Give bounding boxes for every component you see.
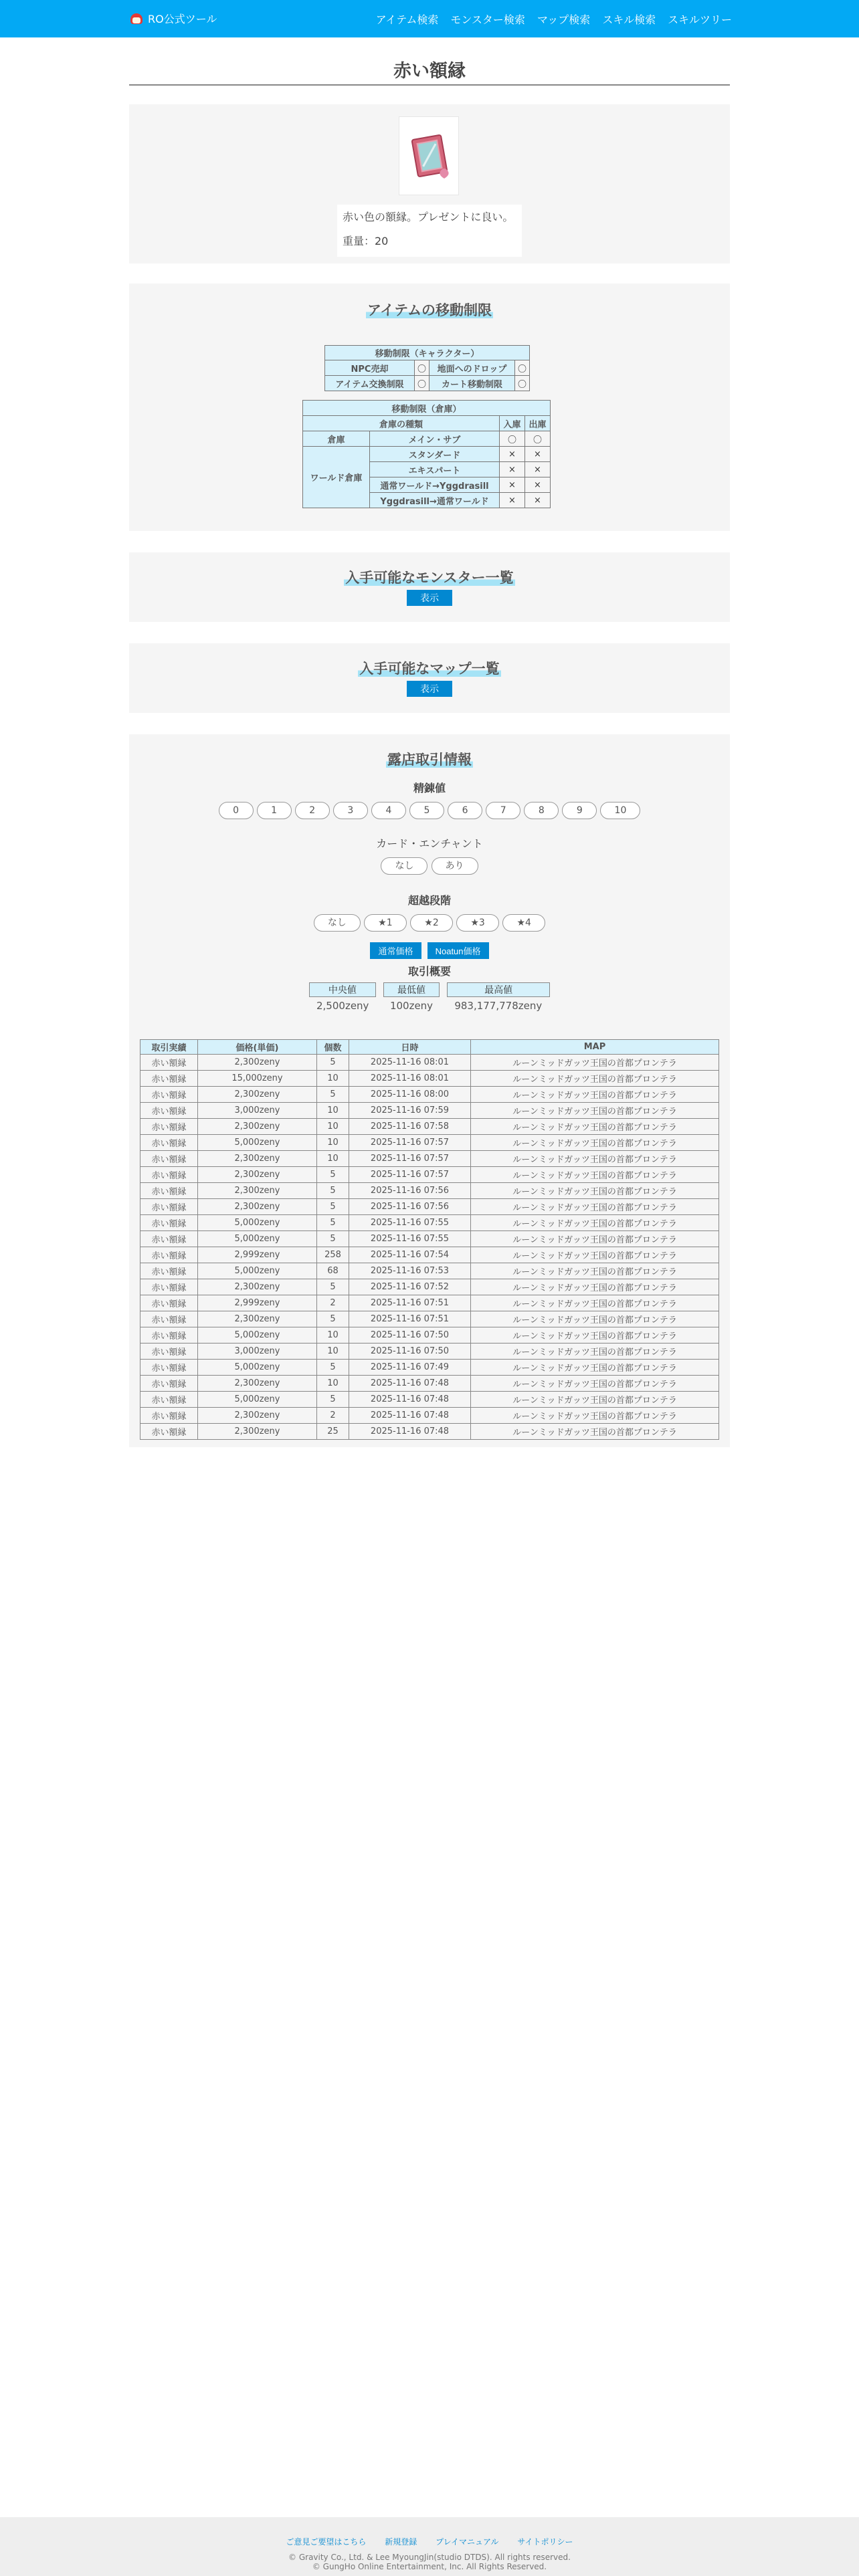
- row-qty: 2: [317, 1408, 349, 1424]
- table-row: [140, 1392, 719, 1408]
- world-row-in: ×: [500, 493, 525, 508]
- row-datetime: 2025-11-16 07:55: [349, 1231, 471, 1247]
- row-qty: 2: [317, 1295, 349, 1311]
- row-qty: 10: [317, 1151, 349, 1167]
- row-datetime: 2025-11-16 07:48: [349, 1424, 471, 1440]
- table-row: [140, 1247, 719, 1263]
- row-datetime: 2025-11-16 08:01: [349, 1071, 471, 1087]
- nav-monster-search[interactable]: モンスター検索: [450, 13, 525, 26]
- card-option-some[interactable]: あり: [432, 857, 478, 875]
- row-item: 赤い額縁: [140, 1167, 198, 1183]
- red-frame-icon: [399, 117, 460, 196]
- world-row-in: ×: [500, 477, 525, 493]
- row-price: 2,300zeny: [198, 1199, 317, 1215]
- row-price: 5,000zeny: [198, 1215, 317, 1231]
- table-row: [140, 1408, 719, 1424]
- register-link[interactable]: 新規登録: [385, 2537, 417, 2547]
- row-qty: 68: [317, 1263, 349, 1279]
- row-datetime: 2025-11-16 07:55: [349, 1215, 471, 1231]
- row-item: 赤い額縁: [140, 1055, 198, 1071]
- storage-group-label: 倉庫: [303, 431, 370, 447]
- brand-label: RO公式ツール: [148, 13, 217, 25]
- row-item: 赤い額縁: [140, 1231, 198, 1247]
- npc-sell-label: NPC売却: [325, 360, 415, 376]
- grade-option[interactable]: ★3: [456, 914, 499, 932]
- row-item: 赤い額縁: [140, 1424, 198, 1440]
- row-price: 2,300zeny: [198, 1183, 317, 1199]
- move-restriction-panel: [129, 284, 730, 531]
- world-row-out: ×: [525, 462, 551, 477]
- table-row: [140, 1151, 719, 1167]
- summary-headers: [129, 982, 730, 997]
- row-item: 赤い額縁: [140, 1376, 198, 1392]
- row-item: 赤い額縁: [140, 1199, 198, 1215]
- row-map: ルーンミッドガッツ王国の首都プロンテラ: [471, 1392, 719, 1408]
- noatun-price-button[interactable]: Noatun価格: [427, 942, 489, 959]
- row-item: 赤い額縁: [140, 1360, 198, 1376]
- row-item: 赤い額縁: [140, 1071, 198, 1087]
- refine-option[interactable]: 8: [524, 802, 559, 819]
- table-row: [140, 1360, 719, 1376]
- row-price: 2,300zeny: [198, 1119, 317, 1135]
- show-monsters-button[interactable]: 表示: [407, 590, 452, 606]
- row-price: 5,000zeny: [198, 1263, 317, 1279]
- feedback-link[interactable]: ご意見ご要望はこちら: [286, 2537, 367, 2547]
- row-price: 2,300zeny: [198, 1424, 317, 1440]
- row-datetime: 2025-11-16 07:49: [349, 1360, 471, 1376]
- table-row: [140, 1103, 719, 1119]
- row-qty: 10: [317, 1103, 349, 1119]
- char-restriction-header: 移動制限（キャラクター）: [325, 346, 530, 360]
- copyright-line: © Gravity Co., Ltd. & Lee MyoungJin(studio DTDS). All rights reserved.: [288, 2553, 571, 2562]
- row-datetime: 2025-11-16 07:58: [349, 1119, 471, 1135]
- cart-limit-value: 〇: [515, 376, 530, 391]
- brand-link[interactable]: [129, 11, 217, 26]
- row-datetime: 2025-11-16 07:53: [349, 1263, 471, 1279]
- table-row: [140, 1055, 719, 1071]
- summary-label: 取引概要: [407, 965, 451, 978]
- storage-row-name: メイン・サブ: [370, 431, 500, 447]
- row-datetime: 2025-11-16 07:57: [349, 1135, 471, 1151]
- row-datetime: 2025-11-16 07:56: [349, 1183, 471, 1199]
- row-datetime: 2025-11-16 07:54: [349, 1247, 471, 1263]
- row-datetime: 2025-11-16 07:51: [349, 1311, 471, 1327]
- col-header: 取引実績: [140, 1040, 198, 1055]
- row-price: 5,000zeny: [198, 1231, 317, 1247]
- row-qty: 5: [317, 1183, 349, 1199]
- row-map: ルーンミッドガッツ王国の首都プロンテラ: [471, 1263, 719, 1279]
- row-price: 2,999zeny: [198, 1295, 317, 1311]
- page-title: 赤い額縁: [393, 61, 466, 82]
- nav-skill-tree[interactable]: スキルツリー: [668, 13, 732, 26]
- table-row: [140, 1311, 719, 1327]
- item-description: 赤い色の額縁。プレゼントに良い。: [343, 211, 514, 223]
- row-map: ルーンミッドガッツ王国の首都プロンテラ: [471, 1151, 719, 1167]
- show-maps-button[interactable]: 表示: [407, 681, 452, 697]
- grade-option[interactable]: ★4: [502, 914, 545, 932]
- col-header: 価格(単価): [198, 1040, 317, 1055]
- grade-label: 超越段階: [407, 894, 451, 907]
- footer: [0, 2517, 859, 2576]
- row-datetime: 2025-11-16 07:51: [349, 1295, 471, 1311]
- row-item: 赤い額縁: [140, 1183, 198, 1199]
- out-header: 出庫: [525, 416, 551, 431]
- world-row-name: エキスパート: [370, 462, 500, 477]
- grade-option[interactable]: ★1: [364, 914, 407, 932]
- row-item: 赤い額縁: [140, 1408, 198, 1424]
- table-row: [140, 1231, 719, 1247]
- poring-logo-icon: [129, 12, 144, 25]
- ground-drop-label: 地面へのドロップ: [430, 360, 515, 376]
- world-row-name: スタンダード: [370, 447, 500, 462]
- max-header: 最高値: [447, 982, 550, 997]
- world-row-in: ×: [500, 447, 525, 462]
- row-map: ルーンミッドガッツ王国の首都プロンテラ: [471, 1327, 719, 1344]
- row-qty: 5: [317, 1055, 349, 1071]
- row-qty: 5: [317, 1392, 349, 1408]
- world-row-out: ×: [525, 493, 551, 508]
- median-header: 中央値: [309, 982, 376, 997]
- world-row-out: ×: [525, 477, 551, 493]
- refine-option[interactable]: 0: [219, 802, 254, 819]
- row-price: 2,300zeny: [198, 1311, 317, 1327]
- table-row: [140, 1119, 719, 1135]
- row-qty: 258: [317, 1247, 349, 1263]
- nav-skill-search[interactable]: スキル検索: [602, 13, 656, 26]
- row-price: 15,000zeny: [198, 1071, 317, 1087]
- row-map: ルーンミッドガッツ王国の首都プロンテラ: [471, 1087, 719, 1103]
- refine-option[interactable]: 5: [409, 802, 444, 819]
- map-list-panel: [129, 643, 730, 713]
- min-value: 100zeny: [389, 1000, 434, 1012]
- min-header: 最低値: [383, 982, 440, 997]
- row-map: ルーンミッドガッツ王国の首都プロンテラ: [471, 1376, 719, 1392]
- world-row-name: Yggdrasill→通常ワールド: [370, 493, 500, 508]
- row-map: ルーンミッドガッツ王国の首都プロンテラ: [471, 1103, 719, 1119]
- grade-option[interactable]: なし: [314, 914, 361, 932]
- row-datetime: 2025-11-16 07:52: [349, 1279, 471, 1295]
- grade-option[interactable]: ★2: [410, 914, 453, 932]
- row-price: 2,300zeny: [198, 1087, 317, 1103]
- trade-history-table: [140, 1039, 719, 1440]
- row-qty: 5: [317, 1231, 349, 1247]
- row-price: 5,000zeny: [198, 1135, 317, 1151]
- row-map: ルーンミッドガッツ王国の首都プロンテラ: [471, 1279, 719, 1295]
- ground-drop-value: 〇: [515, 360, 530, 376]
- table-row: [140, 1327, 719, 1344]
- row-qty: 10: [317, 1376, 349, 1392]
- table-row: [140, 1135, 719, 1151]
- row-item: 赤い額縁: [140, 1295, 198, 1311]
- row-item: 赤い額縁: [140, 1151, 198, 1167]
- row-datetime: 2025-11-16 08:00: [349, 1087, 471, 1103]
- monster-list-title: 入手可能なモンスター一覧: [345, 570, 514, 586]
- refine-option[interactable]: 4: [371, 802, 406, 819]
- row-qty: 5: [317, 1360, 349, 1376]
- cart-limit-label: カート移動制限: [430, 376, 515, 391]
- nav-links: [364, 11, 732, 27]
- row-price: 2,300zeny: [198, 1151, 317, 1167]
- refine-option[interactable]: 10: [600, 802, 640, 819]
- row-qty: 10: [317, 1119, 349, 1135]
- median-value: 2,500zeny: [316, 1000, 369, 1012]
- row-map: ルーンミッドガッツ王国の首都プロンテラ: [471, 1360, 719, 1376]
- row-item: 赤い額縁: [140, 1135, 198, 1151]
- item-weight: 重量：20: [343, 235, 389, 247]
- nav-item-search[interactable]: アイテム検索: [375, 13, 439, 26]
- row-qty: 10: [317, 1071, 349, 1087]
- storage-restriction-header: 移動制限（倉庫）: [303, 401, 551, 416]
- row-datetime: 2025-11-16 07:48: [349, 1408, 471, 1424]
- row-datetime: 2025-11-16 07:56: [349, 1199, 471, 1215]
- row-datetime: 2025-11-16 07:50: [349, 1344, 471, 1360]
- table-row: [140, 1279, 719, 1295]
- price-mode-toggle: [129, 942, 730, 959]
- row-map: ルーンミッドガッツ王国の首都プロンテラ: [471, 1119, 719, 1135]
- trade-limit-label: アイテム交換制限: [325, 376, 415, 391]
- row-price: 5,000zeny: [198, 1392, 317, 1408]
- table-row: [140, 1199, 719, 1215]
- row-item: 赤い額縁: [140, 1327, 198, 1344]
- row-map: ルーンミッドガッツ王国の首都プロンテラ: [471, 1055, 719, 1071]
- row-map: ルーンミッドガッツ王国の首都プロンテラ: [471, 1135, 719, 1151]
- row-map: ルーンミッドガッツ王国の首都プロンテラ: [471, 1311, 719, 1327]
- trade-limit-value: 〇: [415, 376, 430, 391]
- max-value: 983,177,778zeny: [454, 1000, 543, 1012]
- col-header: 個数: [317, 1040, 349, 1055]
- refine-option[interactable]: 1: [257, 802, 292, 819]
- table-row: [140, 1087, 719, 1103]
- row-price: 2,300zeny: [198, 1279, 317, 1295]
- row-price: 2,300zeny: [198, 1167, 317, 1183]
- trade-info-title: 露店取引情報: [387, 752, 472, 768]
- summary-values: [129, 1000, 730, 1012]
- row-item: 赤い額縁: [140, 1279, 198, 1295]
- world-row-out: ×: [525, 447, 551, 462]
- npc-sell-value: 〇: [415, 360, 430, 376]
- table-row: [140, 1424, 719, 1440]
- row-item: 赤い額縁: [140, 1392, 198, 1408]
- title-divider: [129, 84, 730, 86]
- row-map: ルーンミッドガッツ王国の首都プロンテラ: [471, 1167, 719, 1183]
- row-map: ルーンミッドガッツ王国の首都プロンテラ: [471, 1247, 719, 1263]
- card-option-none[interactable]: なし: [381, 857, 427, 875]
- row-item: 赤い額縁: [140, 1311, 198, 1327]
- table-row: [140, 1263, 719, 1279]
- grade-filter: [129, 914, 730, 932]
- row-datetime: 2025-11-16 07:48: [349, 1376, 471, 1392]
- refine-option[interactable]: 6: [448, 802, 482, 819]
- footer-links: [0, 2536, 859, 2547]
- row-item: 赤い額縁: [140, 1119, 198, 1135]
- copyright: [0, 2553, 859, 2571]
- row-price: 3,000zeny: [198, 1344, 317, 1360]
- nav-map-search[interactable]: マップ検索: [537, 13, 591, 26]
- row-qty: 25: [317, 1424, 349, 1440]
- trade-table-header: [140, 1040, 719, 1055]
- card-enchant-filter: [129, 857, 730, 875]
- row-qty: 10: [317, 1344, 349, 1360]
- table-row: [140, 1376, 719, 1392]
- refine-option[interactable]: 3: [333, 802, 368, 819]
- row-map: ルーンミッドガッツ王国の首都プロンテラ: [471, 1424, 719, 1440]
- row-datetime: 2025-11-16 07:59: [349, 1103, 471, 1119]
- normal-price-button[interactable]: 通常価格: [370, 942, 421, 959]
- row-datetime: 2025-11-16 07:48: [349, 1392, 471, 1408]
- row-price: 5,000zeny: [198, 1327, 317, 1344]
- row-map: ルーンミッドガッツ王国の首都プロンテラ: [471, 1071, 719, 1087]
- row-price: 2,300zeny: [198, 1376, 317, 1392]
- row-qty: 5: [317, 1199, 349, 1215]
- in-header: 入庫: [500, 416, 525, 431]
- refine-label: 精錬値: [413, 782, 446, 794]
- refine-option[interactable]: 2: [295, 802, 330, 819]
- item-description-box: [337, 205, 522, 257]
- row-qty: 5: [317, 1167, 349, 1183]
- row-qty: 5: [317, 1215, 349, 1231]
- row-map: ルーンミッドガッツ王国の首都プロンテラ: [471, 1408, 719, 1424]
- storage-type-header: 倉庫の種類: [303, 416, 500, 431]
- row-price: 2,300zeny: [198, 1408, 317, 1424]
- row-datetime: 2025-11-16 07:57: [349, 1151, 471, 1167]
- move-restriction-title: アイテムの移動制限: [367, 302, 492, 318]
- storage-row-out: 〇: [525, 431, 551, 447]
- row-item: 赤い額縁: [140, 1215, 198, 1231]
- row-map: ルーンミッドガッツ王国の首都プロンテラ: [471, 1183, 719, 1199]
- row-item: 赤い額縁: [140, 1087, 198, 1103]
- row-qty: 10: [317, 1135, 349, 1151]
- policy-link[interactable]: サイトポリシー: [517, 2537, 573, 2547]
- row-datetime: 2025-11-16 08:01: [349, 1055, 471, 1071]
- row-price: 2,300zeny: [198, 1055, 317, 1071]
- row-item: 赤い額縁: [140, 1247, 198, 1263]
- table-row: [140, 1295, 719, 1311]
- row-datetime: 2025-11-16 07:50: [349, 1327, 471, 1344]
- table-row: [140, 1344, 719, 1360]
- storage-row-in: 〇: [500, 431, 525, 447]
- refine-option[interactable]: 7: [486, 802, 520, 819]
- row-datetime: 2025-11-16 07:57: [349, 1167, 471, 1183]
- row-qty: 5: [317, 1279, 349, 1295]
- manual-link[interactable]: プレイマニュアル: [436, 2537, 499, 2547]
- row-map: ルーンミッドガッツ王国の首都プロンテラ: [471, 1295, 719, 1311]
- top-navbar: [0, 0, 859, 37]
- world-storage-label: ワールド倉庫: [303, 447, 370, 508]
- row-price: 2,999zeny: [198, 1247, 317, 1263]
- card-enchant-label: カード・エンチャント: [376, 837, 483, 850]
- storage-restriction-table: [302, 400, 551, 508]
- trade-info-panel: [129, 734, 730, 1447]
- map-list-title: 入手可能なマップ一覧: [359, 661, 500, 677]
- table-row: [140, 1215, 719, 1231]
- row-price: 3,000zeny: [198, 1103, 317, 1119]
- table-row: [140, 1071, 719, 1087]
- row-qty: 5: [317, 1311, 349, 1327]
- item-image: [399, 116, 459, 195]
- refine-filter: [129, 802, 730, 819]
- row-item: 赤い額縁: [140, 1344, 198, 1360]
- row-map: ルーンミッドガッツ王国の首都プロンテラ: [471, 1215, 719, 1231]
- char-restriction-table: [324, 345, 530, 391]
- table-row: [140, 1183, 719, 1199]
- world-row-in: ×: [500, 462, 525, 477]
- item-info-panel: [129, 104, 730, 263]
- col-header: MAP: [471, 1040, 719, 1055]
- row-item: 赤い額縁: [140, 1263, 198, 1279]
- trade-table-body: [140, 1055, 719, 1440]
- world-row-name: 通常ワールド→Yggdrasill: [370, 477, 500, 493]
- row-qty: 5: [317, 1087, 349, 1103]
- row-price: 5,000zeny: [198, 1360, 317, 1376]
- row-qty: 10: [317, 1327, 349, 1344]
- table-row: [140, 1167, 719, 1183]
- row-map: ルーンミッドガッツ王国の首都プロンテラ: [471, 1199, 719, 1215]
- copyright-line: © GungHo Online Entertainment, Inc. All Rights Reserved.: [312, 2562, 547, 2571]
- monster-list-panel: [129, 552, 730, 622]
- row-item: 赤い額縁: [140, 1103, 198, 1119]
- row-map: ルーンミッドガッツ王国の首都プロンテラ: [471, 1231, 719, 1247]
- row-map: ルーンミッドガッツ王国の首都プロンテラ: [471, 1344, 719, 1360]
- col-header: 日時: [349, 1040, 471, 1055]
- refine-option[interactable]: 9: [562, 802, 597, 819]
